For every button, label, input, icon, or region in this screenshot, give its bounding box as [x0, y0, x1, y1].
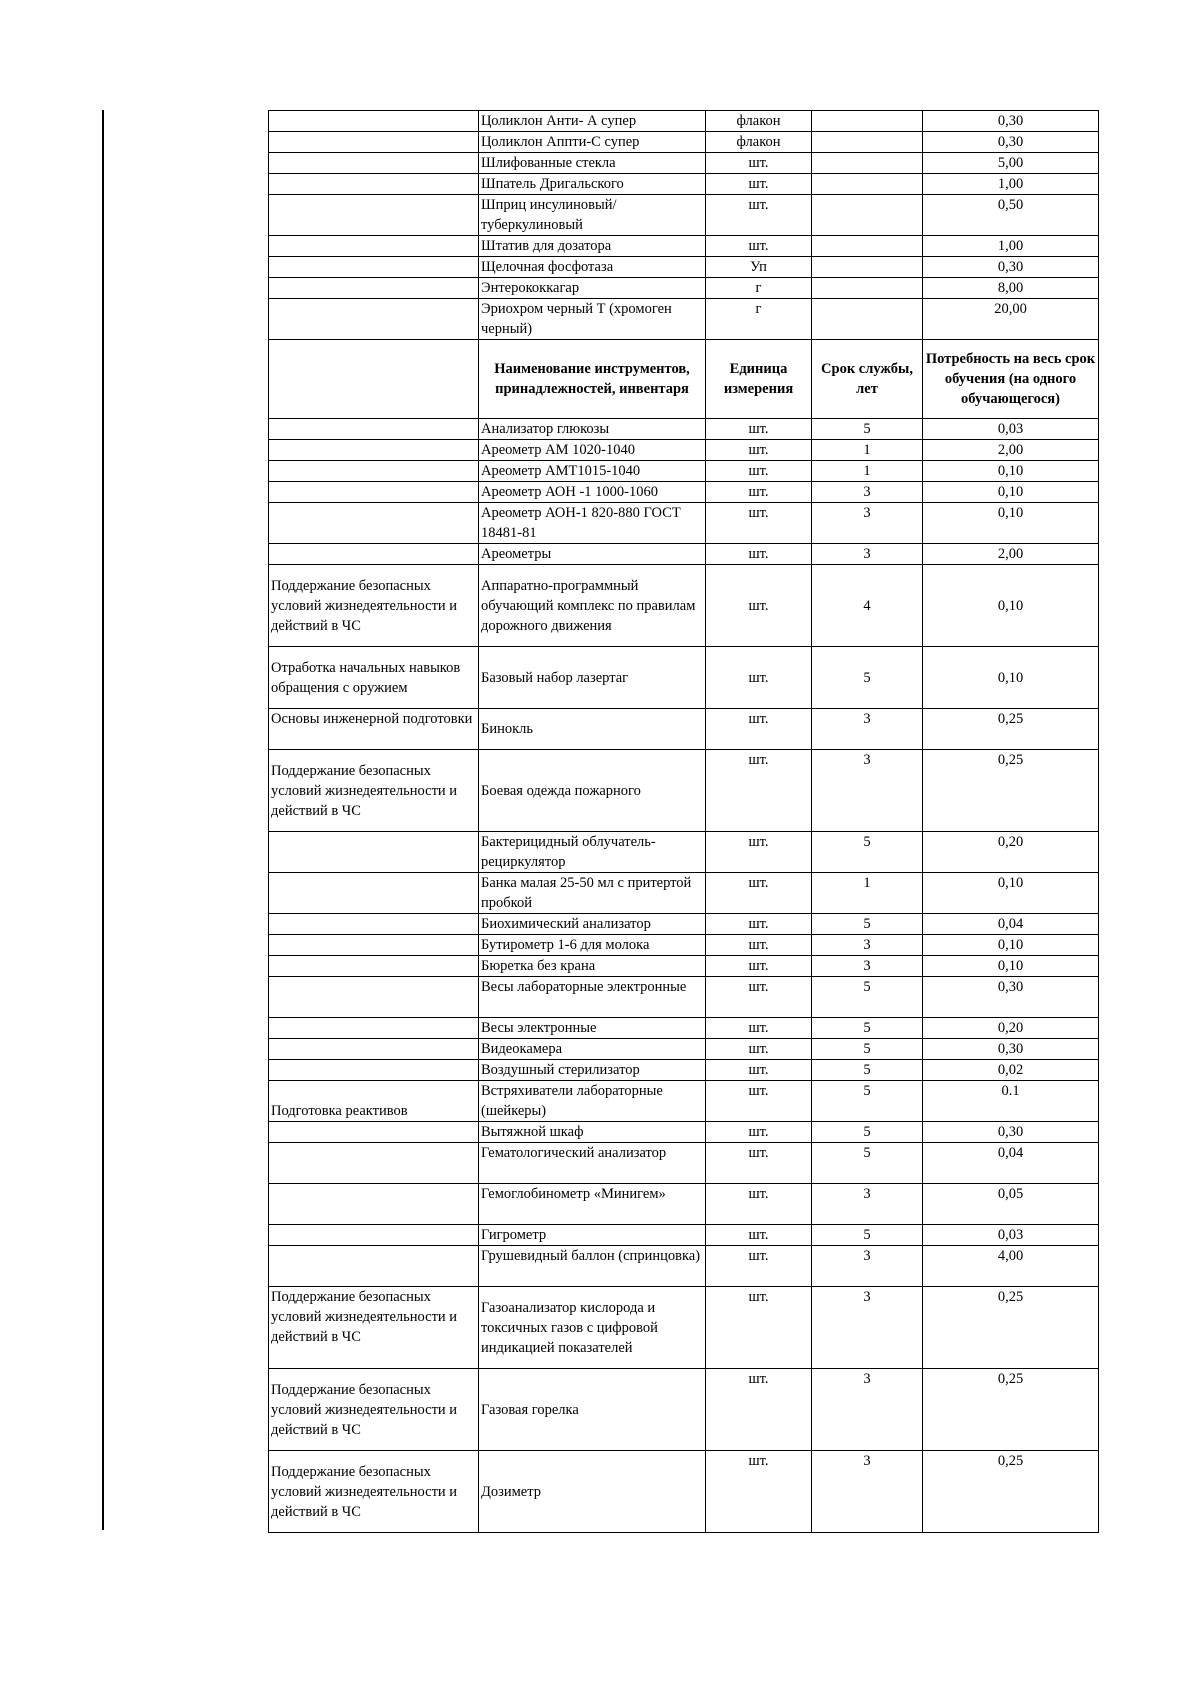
- row-unit: шт.: [706, 1369, 812, 1451]
- row-need: 0,30: [923, 257, 1099, 278]
- row-section: [269, 832, 479, 873]
- row-life: [812, 195, 923, 236]
- row-unit: шт.: [706, 914, 812, 935]
- table-row: [269, 647, 1099, 709]
- row-name: Видеокамера: [479, 1039, 706, 1060]
- row-section: [269, 1122, 479, 1143]
- table-row: [269, 1184, 1099, 1225]
- row-unit: флакон: [706, 111, 812, 132]
- row-unit: шт.: [706, 977, 812, 1018]
- row-section: [269, 440, 479, 461]
- row-need: 0,10: [923, 461, 1099, 482]
- row-need: 0,03: [923, 1225, 1099, 1246]
- row-name: Шприц инсулиновый/ туберкулиновый: [479, 195, 706, 236]
- row-name: Ареометр АМ 1020-1040: [479, 440, 706, 461]
- row-unit: Уп: [706, 257, 812, 278]
- row-life: 3: [812, 709, 923, 750]
- row-name: Энтерококкагар: [479, 278, 706, 299]
- row-life: [812, 299, 923, 340]
- row-unit: шт.: [706, 461, 812, 482]
- row-section: [269, 132, 479, 153]
- row-life: 3: [812, 1451, 923, 1533]
- row-name: Весы лабораторные электронные: [479, 977, 706, 1018]
- table-row: [269, 1039, 1099, 1060]
- row-need: 0,10: [923, 503, 1099, 544]
- row-name: Биохимический анализатор: [479, 914, 706, 935]
- row-life: 5: [812, 832, 923, 873]
- table-row: [269, 111, 1099, 132]
- row-life: 3: [812, 1184, 923, 1225]
- row-name: Щелочная фосфотаза: [479, 257, 706, 278]
- row-life: 5: [812, 419, 923, 440]
- row-need: 0,25: [923, 1451, 1099, 1533]
- row-section: Поддержание безопасных условий жизнедеятельности и действий в ЧС: [269, 1287, 479, 1369]
- row-name: Базовый набор лазертаг: [479, 647, 706, 709]
- row-name: Бинокль: [479, 709, 706, 750]
- row-section: [269, 873, 479, 914]
- table-row: [269, 832, 1099, 873]
- row-need: 2,00: [923, 440, 1099, 461]
- row-name: Шлифованные стекла: [479, 153, 706, 174]
- row-need: 0,10: [923, 956, 1099, 977]
- table-header: [269, 340, 1099, 419]
- row-life: 5: [812, 977, 923, 1018]
- row-unit: г: [706, 299, 812, 340]
- row-section: [269, 1018, 479, 1039]
- row-unit: шт.: [706, 1081, 812, 1122]
- row-section: [269, 1225, 479, 1246]
- table-row: [269, 1081, 1099, 1122]
- row-unit: шт.: [706, 750, 812, 832]
- table-row: [269, 544, 1099, 565]
- row-name: Анализатор глюкозы: [479, 419, 706, 440]
- table-row: [269, 1369, 1099, 1451]
- table-row: [269, 482, 1099, 503]
- row-unit: шт.: [706, 236, 812, 257]
- row-name: Гигрометр: [479, 1225, 706, 1246]
- table-row: [269, 299, 1099, 340]
- row-life: 3: [812, 750, 923, 832]
- row-name: Воздушный стерилизатор: [479, 1060, 706, 1081]
- row-name: Банка малая 25-50 мл с притертой пробкой: [479, 873, 706, 914]
- header-life: Срок службы, лет: [812, 340, 923, 419]
- row-life: 3: [812, 1287, 923, 1369]
- table-row: [269, 750, 1099, 832]
- row-unit: шт.: [706, 956, 812, 977]
- table-row: [269, 873, 1099, 914]
- row-need: 0,25: [923, 709, 1099, 750]
- row-life: [812, 111, 923, 132]
- row-name: Бактерицидный облучатель-рециркулятор: [479, 832, 706, 873]
- row-unit: шт.: [706, 440, 812, 461]
- table-row: [269, 709, 1099, 750]
- row-section: [269, 153, 479, 174]
- row-life: 5: [812, 1122, 923, 1143]
- row-section: [269, 195, 479, 236]
- header-unit: Единица измерения: [706, 340, 812, 419]
- table-row: [269, 977, 1099, 1018]
- table-row: [269, 1018, 1099, 1039]
- row-need: 0,20: [923, 832, 1099, 873]
- row-unit: шт.: [706, 647, 812, 709]
- row-section: [269, 977, 479, 1018]
- row-section: Отработка начальных навыков обращения с оружием: [269, 647, 479, 709]
- table-row: [269, 1122, 1099, 1143]
- row-name: Грушевидный баллон (спринцовка): [479, 1246, 706, 1287]
- row-section: [269, 1143, 479, 1184]
- row-name: Аппаратно-программный обучающий комплекс по правилам дорожного движения: [479, 565, 706, 647]
- row-unit: шт.: [706, 544, 812, 565]
- row-life: 3: [812, 544, 923, 565]
- row-need: 0,50: [923, 195, 1099, 236]
- row-section: [269, 461, 479, 482]
- row-section: Поддержание безопасных условий жизнедеятельности и действий в ЧС: [269, 750, 479, 832]
- row-section: [269, 236, 479, 257]
- row-need: 0,25: [923, 750, 1099, 832]
- row-unit: шт.: [706, 1018, 812, 1039]
- row-life: 5: [812, 1143, 923, 1184]
- row-life: 4: [812, 565, 923, 647]
- table-row: [269, 419, 1099, 440]
- table-row: [269, 153, 1099, 174]
- row-name: Ареометр АОН -1 1000-1060: [479, 482, 706, 503]
- margin-rule: [102, 110, 104, 1530]
- row-need: 0,10: [923, 565, 1099, 647]
- row-unit: шт.: [706, 153, 812, 174]
- row-unit: шт.: [706, 503, 812, 544]
- table-row: [269, 914, 1099, 935]
- row-section: [269, 935, 479, 956]
- row-name: Газоанализатор кислорода и токсичных газов с цифровой индикацией показателей: [479, 1287, 706, 1369]
- row-name: Боевая одежда пожарного: [479, 750, 706, 832]
- row-life: 5: [812, 647, 923, 709]
- row-name: Весы электронные: [479, 1018, 706, 1039]
- row-need: 0,04: [923, 1143, 1099, 1184]
- table-row: [269, 1246, 1099, 1287]
- table-row: [269, 278, 1099, 299]
- row-name: Бюретка без крана: [479, 956, 706, 977]
- row-unit: шт.: [706, 1039, 812, 1060]
- row-section: [269, 1246, 479, 1287]
- row-unit: шт.: [706, 709, 812, 750]
- row-life: [812, 174, 923, 195]
- table-row: [269, 956, 1099, 977]
- equipment-table: [268, 110, 1099, 1533]
- row-need: 0,20: [923, 1018, 1099, 1039]
- row-section: Поддержание безопасных условий жизнедеятельности и действий в ЧС: [269, 565, 479, 647]
- table-row: [269, 565, 1099, 647]
- row-section: [269, 914, 479, 935]
- row-section: Поддержание безопасных условий жизнедеятельности и действий в ЧС: [269, 1451, 479, 1533]
- row-need: 0,10: [923, 482, 1099, 503]
- row-unit: шт.: [706, 1184, 812, 1225]
- row-life: [812, 236, 923, 257]
- row-life: 5: [812, 1018, 923, 1039]
- row-life: 3: [812, 935, 923, 956]
- row-section: [269, 956, 479, 977]
- row-life: 3: [812, 1246, 923, 1287]
- table-row: [269, 195, 1099, 236]
- row-unit: шт.: [706, 565, 812, 647]
- row-unit: флакон: [706, 132, 812, 153]
- header-row: [269, 340, 1099, 419]
- table-row: [269, 461, 1099, 482]
- row-name: Бутирометр 1-6 для молока: [479, 935, 706, 956]
- row-life: [812, 153, 923, 174]
- row-name: Встряхиватели лабораторные (шейкеры): [479, 1081, 706, 1122]
- row-section: [269, 544, 479, 565]
- row-name: Ареометры: [479, 544, 706, 565]
- row-name: Ареометр АОН-1 820-880 ГОСТ 18481-81: [479, 503, 706, 544]
- row-life: 5: [812, 914, 923, 935]
- row-need: 0,03: [923, 419, 1099, 440]
- table-row: [269, 935, 1099, 956]
- row-name: Гематологический анализатор: [479, 1143, 706, 1184]
- row-life: 1: [812, 461, 923, 482]
- row-section: [269, 174, 479, 195]
- table-row: [269, 236, 1099, 257]
- table-row: [269, 503, 1099, 544]
- table-row: [269, 440, 1099, 461]
- row-life: [812, 278, 923, 299]
- row-name: Гемоглобинометр «Минигем»: [479, 1184, 706, 1225]
- row-section: Подготовка реактивов: [269, 1081, 479, 1122]
- row-life: 3: [812, 956, 923, 977]
- row-unit: шт.: [706, 482, 812, 503]
- row-need: 0,30: [923, 1122, 1099, 1143]
- row-need: 0,30: [923, 1039, 1099, 1060]
- row-need: 0,04: [923, 914, 1099, 935]
- row-name: Дозиметр: [479, 1451, 706, 1533]
- row-name: Газовая горелка: [479, 1369, 706, 1451]
- row-need: 1,00: [923, 174, 1099, 195]
- table-row: [269, 132, 1099, 153]
- row-unit: шт.: [706, 1287, 812, 1369]
- row-life: 1: [812, 440, 923, 461]
- row-life: 1: [812, 873, 923, 914]
- row-unit: шт.: [706, 1451, 812, 1533]
- row-section: [269, 503, 479, 544]
- header-name: Наименование инструментов, принадлежностей, инвентаря: [479, 340, 706, 419]
- row-need: 8,00: [923, 278, 1099, 299]
- row-section: [269, 111, 479, 132]
- row-need: 0,02: [923, 1060, 1099, 1081]
- row-unit: шт.: [706, 1225, 812, 1246]
- row-section: Основы инженерной подготовки: [269, 709, 479, 750]
- table-row: [269, 257, 1099, 278]
- row-life: 3: [812, 503, 923, 544]
- row-section: [269, 482, 479, 503]
- row-life: 5: [812, 1060, 923, 1081]
- row-unit: шт.: [706, 873, 812, 914]
- row-name: Штатив для дозатора: [479, 236, 706, 257]
- row-section: [269, 1039, 479, 1060]
- row-need: 0,30: [923, 111, 1099, 132]
- row-life: 5: [812, 1081, 923, 1122]
- row-name: Цоликлон Аппти-С супер: [479, 132, 706, 153]
- header-section: [269, 340, 479, 419]
- row-need: 0,30: [923, 132, 1099, 153]
- row-unit: шт.: [706, 1122, 812, 1143]
- row-life: 3: [812, 1369, 923, 1451]
- table-row: [269, 1060, 1099, 1081]
- row-unit: шт.: [706, 1246, 812, 1287]
- row-life: 5: [812, 1039, 923, 1060]
- row-need: 5,00: [923, 153, 1099, 174]
- row-life: [812, 257, 923, 278]
- row-need: 0,10: [923, 935, 1099, 956]
- row-section: [269, 257, 479, 278]
- table-body-bottom: [269, 419, 1099, 1533]
- table-row: [269, 1143, 1099, 1184]
- header-need: Потребность на весь срок обучения (на одного обучающегося): [923, 340, 1099, 419]
- table-row: [269, 1287, 1099, 1369]
- row-name: Шпатель Дригальского: [479, 174, 706, 195]
- row-life: [812, 132, 923, 153]
- row-need: 0,05: [923, 1184, 1099, 1225]
- table-row: [269, 174, 1099, 195]
- row-unit: шт.: [706, 1143, 812, 1184]
- table-row: [269, 1451, 1099, 1533]
- row-need: 0,10: [923, 647, 1099, 709]
- row-name: Ареометр АМТ1015-1040: [479, 461, 706, 482]
- row-section: [269, 1060, 479, 1081]
- row-unit: шт.: [706, 174, 812, 195]
- row-name: Цоликлон Анти- А супер: [479, 111, 706, 132]
- row-unit: шт.: [706, 832, 812, 873]
- table-body-top: [269, 111, 1099, 340]
- row-unit: шт.: [706, 935, 812, 956]
- row-section: [269, 299, 479, 340]
- row-need: 20,00: [923, 299, 1099, 340]
- row-life: 3: [812, 482, 923, 503]
- table-row: [269, 1225, 1099, 1246]
- row-section: [269, 1184, 479, 1225]
- row-need: 0,25: [923, 1369, 1099, 1451]
- row-need: 2,00: [923, 544, 1099, 565]
- row-name: Эриохром черный Т (хромоген черный): [479, 299, 706, 340]
- row-section: Поддержание безопасных условий жизнедеятельности и действий в ЧС: [269, 1369, 479, 1451]
- row-unit: шт.: [706, 419, 812, 440]
- row-unit: шт.: [706, 1060, 812, 1081]
- row-need: 0,30: [923, 977, 1099, 1018]
- row-name: Вытяжной шкаф: [479, 1122, 706, 1143]
- row-section: [269, 419, 479, 440]
- row-need: 4,00: [923, 1246, 1099, 1287]
- row-unit: г: [706, 278, 812, 299]
- row-need: 1,00: [923, 236, 1099, 257]
- row-unit: шт.: [706, 195, 812, 236]
- row-section: [269, 278, 479, 299]
- row-need: 0,10: [923, 873, 1099, 914]
- row-need: 0,25: [923, 1287, 1099, 1369]
- row-life: 5: [812, 1225, 923, 1246]
- row-need: 0.1: [923, 1081, 1099, 1122]
